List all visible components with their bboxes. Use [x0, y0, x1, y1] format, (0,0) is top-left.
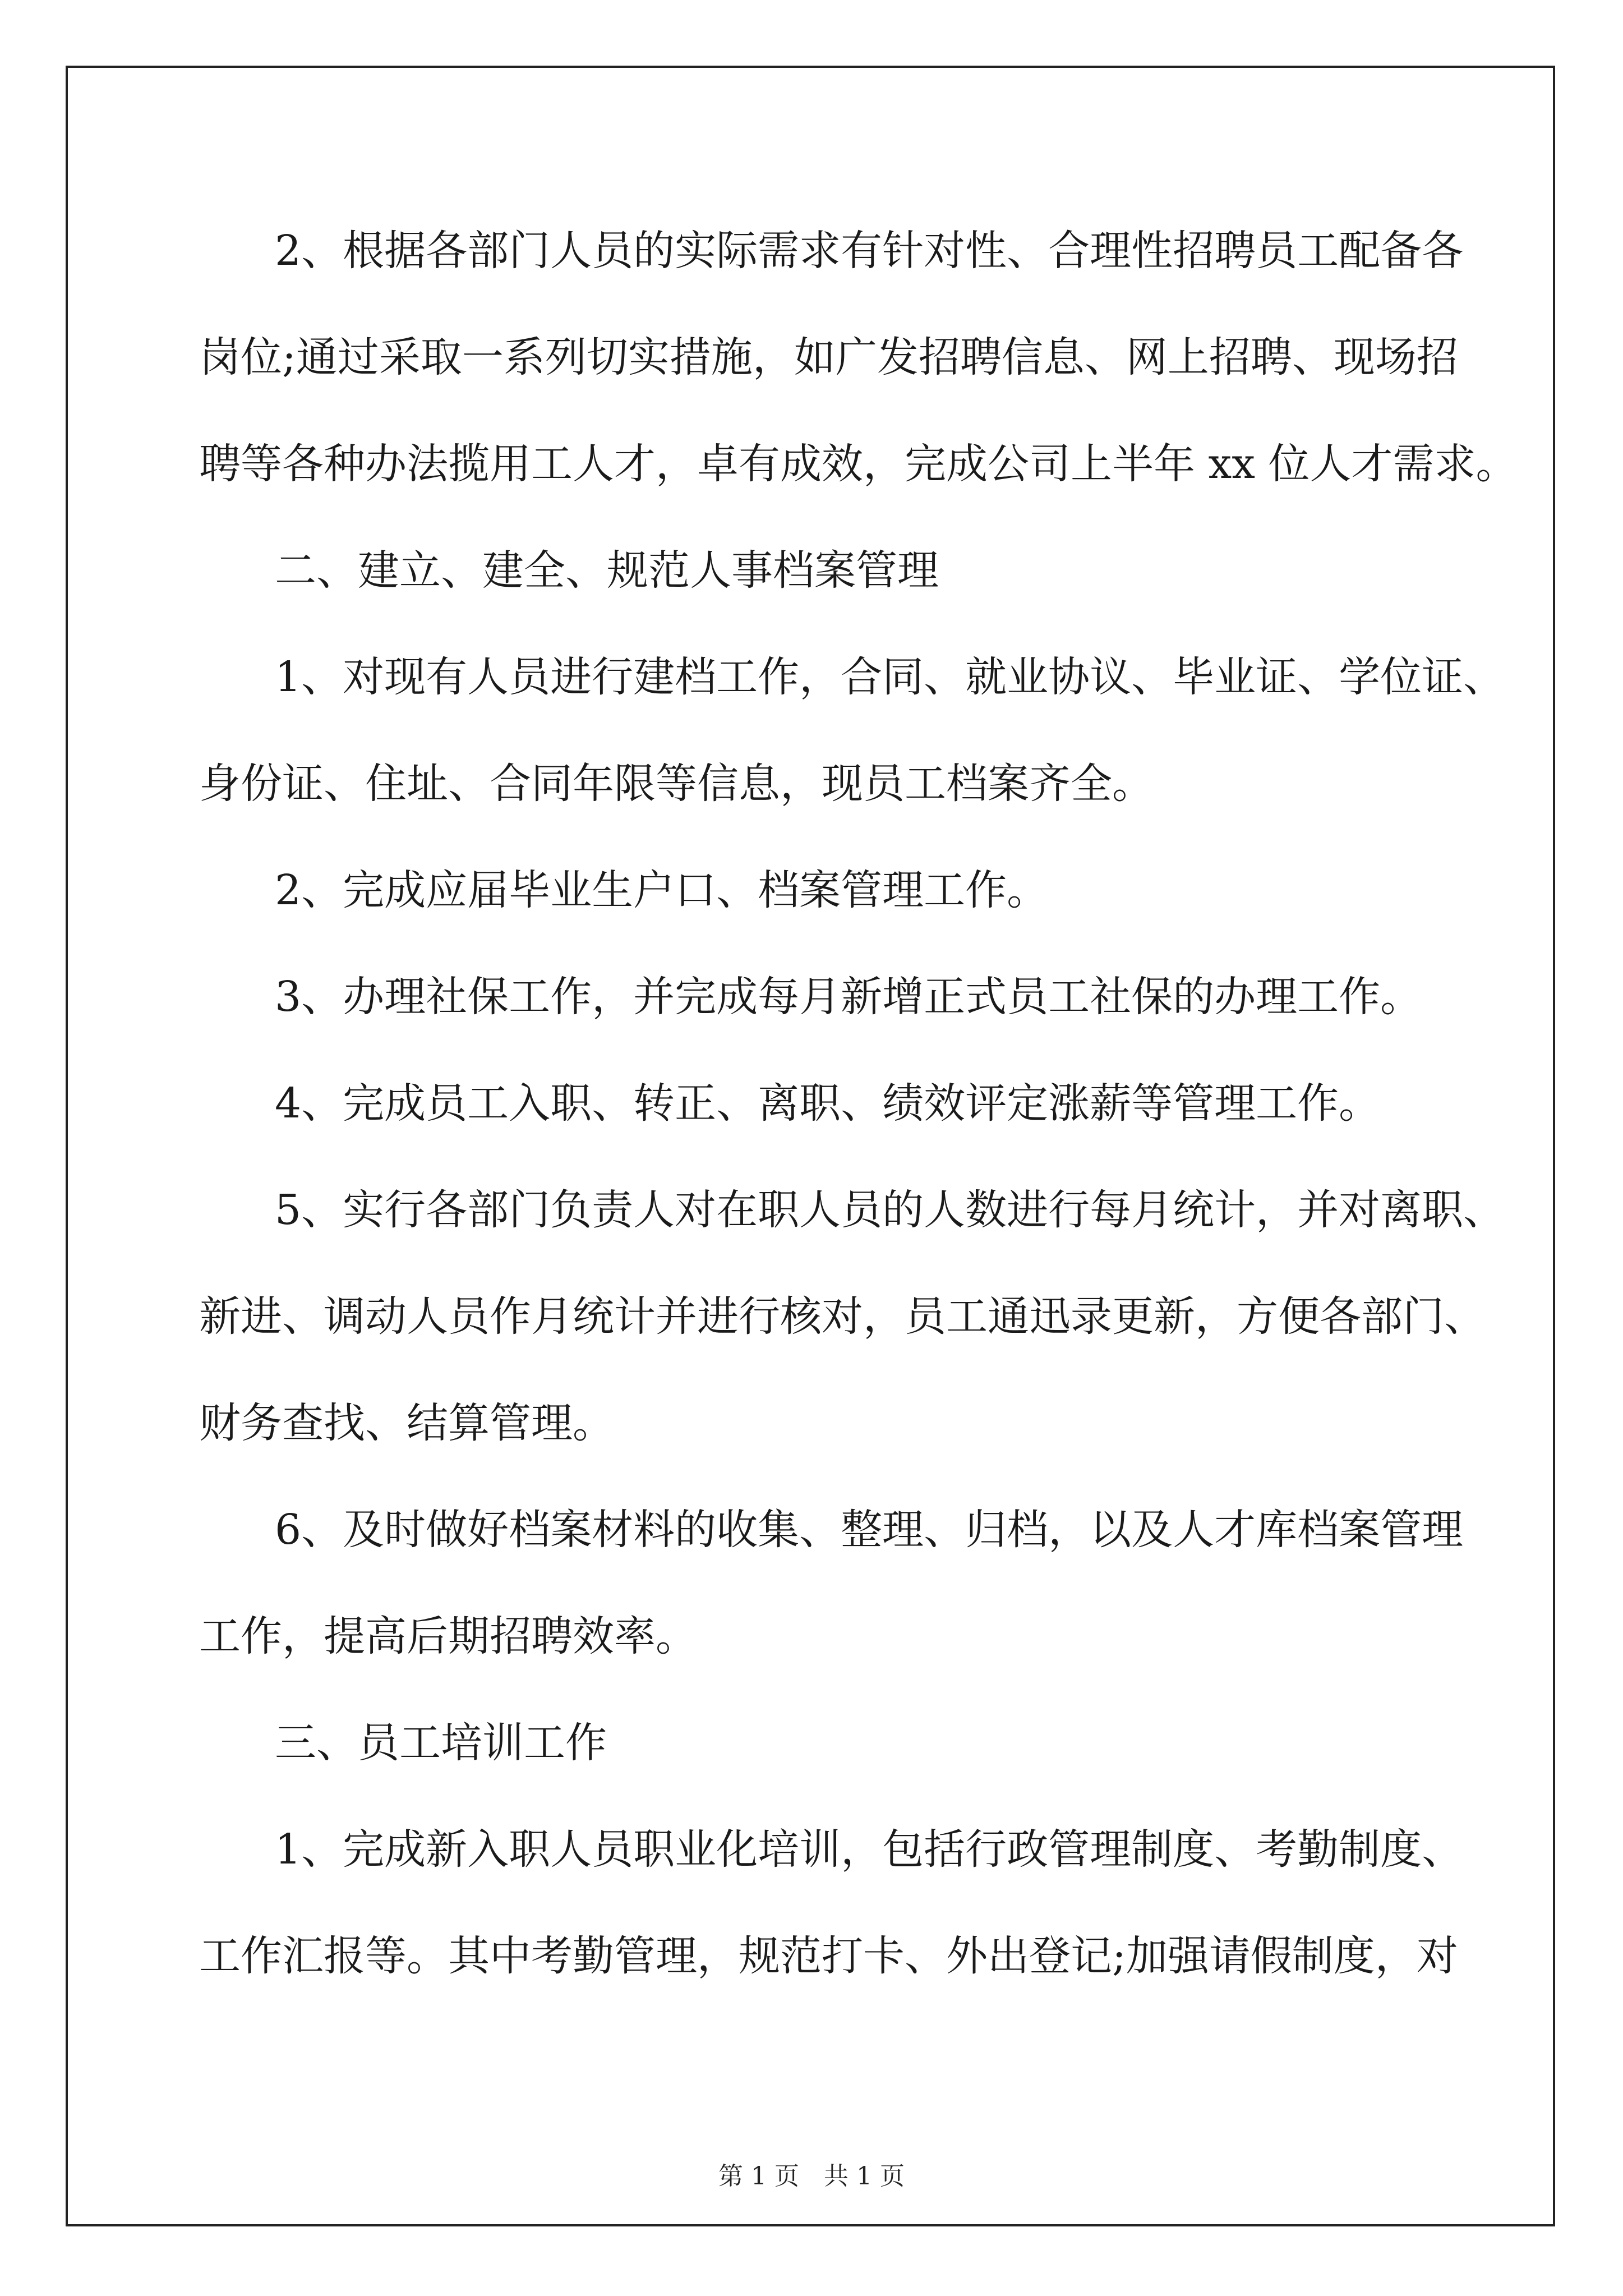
text-line: 1、完成新入职人员职业化培训，包括行政管理制度、考勤制度、	[275, 1825, 1464, 1874]
page-frame	[66, 66, 1555, 2226]
text-line: 5、实行各部门负责人对在职人员的人数进行每月统计，并对离职、	[275, 1186, 1505, 1234]
text-line: 工作汇报等。其中考勤管理，规范打卡、外出登记;加强请假制度，对	[199, 1932, 1458, 1980]
section-heading: 三、员工培训工作	[275, 1719, 607, 1767]
text-line: 2、完成应届毕业生户口、档案管理工作。	[275, 866, 1049, 914]
text-line: 4、完成员工入职、转正、离职、绩效评定涨薪等管理工作。	[275, 1079, 1381, 1128]
text-line: 工作，提高后期招聘效率。	[199, 1612, 697, 1660]
page-number: 第 1 页	[718, 2162, 799, 2191]
text-line: 身份证、住址、合同年限等信息，现员工档案齐全。	[199, 760, 1154, 808]
page-total: 共 1 页	[824, 2162, 905, 2191]
text-line: 岗位;通过采取一系列切实措施，如广发招聘信息、网上招聘、现场招	[199, 333, 1458, 381]
text-line: 聘等各种办法揽用工人才，卓有成效，完成公司上半年 xx 位人才需求。	[199, 440, 1518, 488]
text-line: 2、根据各部门人员的实际需求有针对性、合理性招聘员工配备各	[275, 227, 1464, 275]
text-line: 新进、调动人员作月统计并进行核对，员工通迅录更新，方便各部门、	[199, 1292, 1486, 1341]
section-heading: 二、建立、建全、规范人事档案管理	[275, 546, 939, 595]
text-line: 1、对现有人员进行建档工作，合同、就业协议、毕业证、学位证、	[275, 653, 1505, 701]
text-line: 3、办理社保工作，并完成每月新增正式员工社保的办理工作。	[275, 973, 1422, 1021]
text-line: 财务查找、结算管理。	[199, 1399, 614, 1447]
text-line: 6、及时做好档案材料的收集、整理、归档，以及人才库档案管理	[275, 1506, 1464, 1554]
page-footer	[0, 2160, 1623, 2193]
